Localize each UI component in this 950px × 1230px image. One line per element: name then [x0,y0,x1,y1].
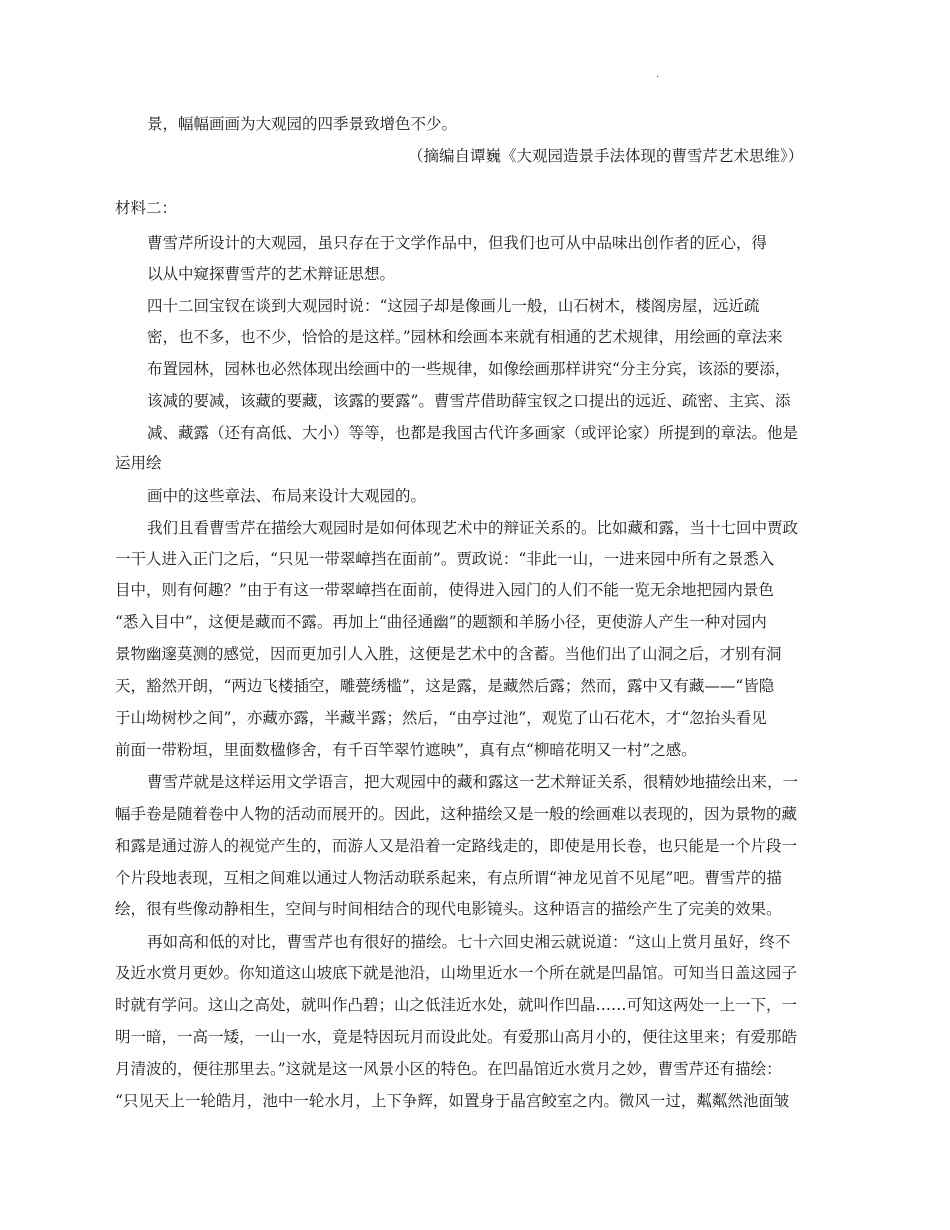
p2-line-6: 运用绘 [115,454,162,472]
p1-line-1: 曹雪芹所设计的大观园，虽只存在于文学作品中，但我们也可从中品味出创作者的匠心，得 [147,234,768,252]
p4-line-5: 绘，很有些像动静相生，空间与时间相结合的现代电影镜头。这种语言的描绘产生了完美的效果。 [115,900,782,918]
page-marker: · [656,72,660,83]
p2-line-5: 减、藏露（还有高低、大小）等等，也都是我国古代许多画家（或评论家）所提到的章法。他是 [147,424,799,442]
source-citation: （摘编自谭巍《大观园造景手法体现的曹雪芹艺术思维》） [408,147,804,165]
p3-line-8: 前面一带粉垣，里面数楹修舍，有千百竿翠竹遮映”，真有点“柳暗花明又一村”之感。 [115,741,697,759]
p5-line-4: 明一暗，一高一矮，一山一水，竟是特因玩月而设此处。有爱那山高月小的，便往这里来；有爱那皓 [115,1028,798,1046]
p3-line-4: “悉入目中”，这便是藏而不露。再加上“曲径通幽”的题额和羊肠小径，更使游人产生一种对园内 [115,613,767,631]
p2-line-7: 画中的这些章法、布局来设计大观园的。 [147,487,427,505]
p5-line-1: 再如高和低的对比，曹雪芹也有很好的描绘。七十六回史湘云就说道：“这山上赏月虽好，终不 [147,933,791,951]
p3-line-2: 一干人进入正门之后，“只见一带翠嶂挡在面前”。贾政说：“非此一山，一进来园中所有之景悉入 [115,550,775,568]
section-title: 材料二： [115,199,178,217]
p3-line-5: 景物幽邃莫测的感觉，因而更加引人入胜，这便是艺术中的含蓄。当他们出了山洞之后，才别有洞 [115,645,782,663]
p5-line-3: 时就有学问。这山之高处，就叫作凸碧；山之低洼近水处，就叫作凹晶……可知这两处一上一下，一 [115,996,798,1014]
p1-line-2: 以从中窥探曹雪芹的艺术辩证思想。 [147,265,396,283]
p2-line-1: 四十二回宝钗在谈到大观园时说：“这园子却是像画儿一般，山石树木，楼阁房屋，远近疏 [147,297,760,315]
intro-line: 景，幅幅画画为大观园的四季景致增色不少。 [147,115,458,133]
p2-line-3: 布置园林，园林也必然体现出绘画中的一些规律，如像绘画那样讲究“分主分宾，该添的要添， [147,360,791,378]
p3-line-6: 天，豁然开朗，“两边飞楼插空，雕甍绣槛”，这是露，是藏然后露；然而，露中又有藏——“皆隐 [115,677,775,695]
p4-line-4: 个片段地表现，互相之间难以通过人物活动联系起来，有点所谓“神龙见首不见尾”吧。曹雪芹的描 [115,869,782,887]
p3-line-3: 目中，则有何趣？”由于有这一带翠嶂挡在面前，使得进入园门的人们不能一览无余地把园内景色 [115,581,774,599]
p5-line-6: “只见天上一轮皓月，池中一轮水月，上下争辉，如置身于晶宫鲛室之内。微风一过，粼粼然池面皱 [115,1092,790,1110]
p3-line-1: 我们且看曹雪芹在描绘大观园时是如何体现艺术中的辩证关系的。比如藏和露，当十七回中贾政 [147,519,799,537]
p4-line-1: 曹雪芹就是这样运用文学语言，把大观园中的藏和露这一艺术辩证关系，很精妙地描绘出来，一 [147,773,799,791]
p4-line-2: 幅手卷是随着卷中人物的活动而展开的。因此，这种描绘又是一般的绘画难以表现的，因为景物的藏 [115,805,798,823]
p4-line-3: 和露是通过游人的视觉产生的，而游人又是沿着一定路线走的，即使是用长卷，也只能是一个片段一 [115,837,798,855]
p2-line-2: 密，也不多，也不少，恰恰的是这样。”园林和绘画本来就有相通的艺术规律，用绘画的章法来 [147,328,783,346]
p5-line-2: 及近水赏月更妙。你知道这山坡底下就是池沿，山坳里近水一个所在就是凹晶馆。可知当日盖这园子 [115,964,798,982]
p2-line-4: 该减的要减，该藏的要藏，该露的要露”。曹雪芹借助薛宝钗之口提出的远近、疏密、主宾、添 [147,392,791,410]
p5-line-5: 月清波的，便往那里去。”这就是这一风景小区的特色。在凹晶馆近水赏月之妙，曹雪芹还有描绘： [115,1060,782,1078]
p3-line-7: 于山坳树杪之间”，亦藏亦露，半藏半露；然后，“由亭过池”，观览了山石花木，才“忽抬头看见 [115,709,767,727]
